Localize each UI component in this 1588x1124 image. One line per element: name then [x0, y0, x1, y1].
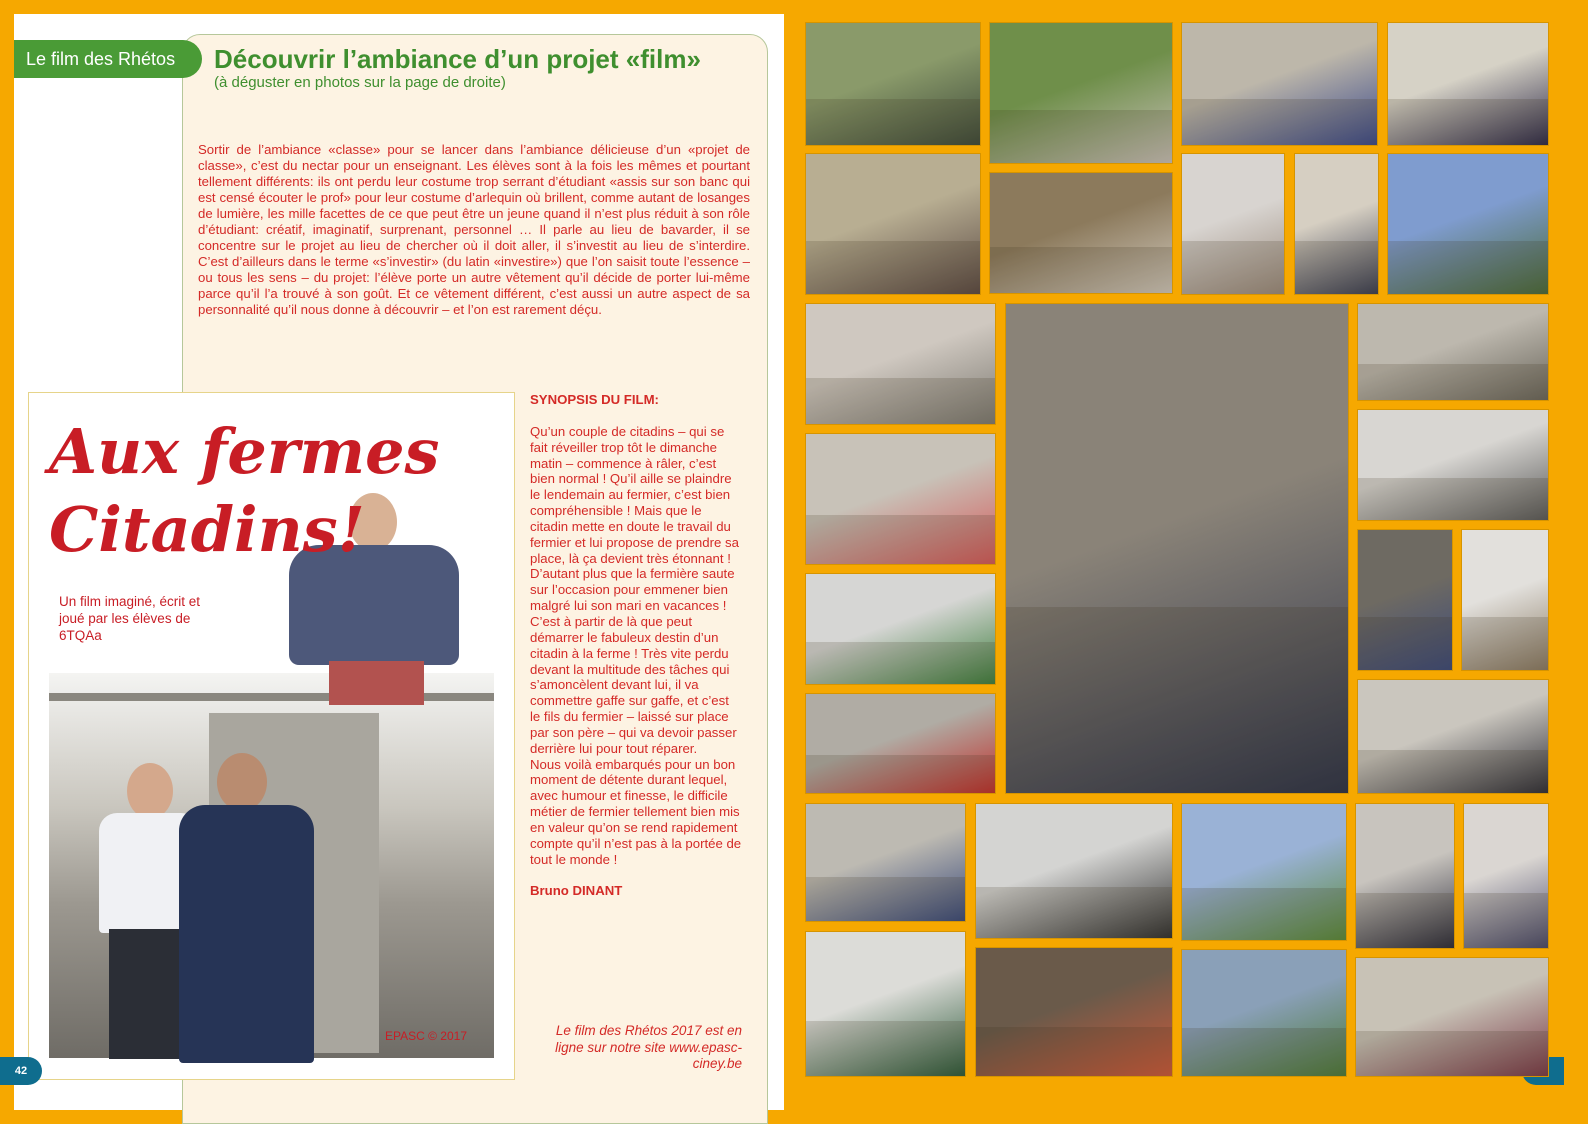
- poster-title: [49, 413, 439, 569]
- synopsis-paragraph: C’est à partir de là que peut démarrer le fabuleux destin d’un citadin à la ferme ! Très vite perdu devant la multitude des tâches qui s’amoncèlent devant lui, il va commettre gaffe sur gaffe, et c’est le fils du fermier – laissé sur place par son père – qui va devoir passer derrière lui pour tout réparer.: [530, 613, 737, 756]
- collage-photo: [805, 433, 996, 565]
- poster-actor-overall: [179, 753, 319, 1063]
- collage-photo: [1181, 949, 1347, 1077]
- collage-photo: [975, 803, 1173, 939]
- collage-photo: [1463, 803, 1549, 949]
- collage-photo: [1355, 957, 1549, 1077]
- collage-photo: [1355, 803, 1455, 949]
- collage-photo: [1357, 409, 1549, 521]
- article-subtitle: (à déguster en photos sur la page de droite): [214, 74, 506, 91]
- actor-head: [217, 753, 267, 811]
- collage-photo: [805, 303, 996, 425]
- collage-photo: [1181, 22, 1378, 146]
- collage-photo: [1387, 153, 1549, 295]
- actor-head: [127, 763, 173, 819]
- synopsis-paragraph: Qu’un couple de citadins – qui se fait réveiller trop tôt le dimanche matin – commence à râler, c’est bien normal ! Qu’il aille se plaindre le lendemain au fermier, c’est bien compréhensible ! Mais que le citadin mette en doute le travail du fermier et lui propose de prendre sa place, là ça devient très étonnant ! D’autant plus que la fermière saute sur l’occasion pour emmener bien malgré lui son mari en vacances !: [530, 423, 739, 614]
- poster-title-line2: Citadins!: [49, 493, 365, 566]
- collage-photo: [989, 172, 1173, 294]
- poster-copyright: EPASC © 2017: [385, 1029, 467, 1043]
- collage-photo: [805, 693, 996, 794]
- section-tab: Le film des Rhétos: [14, 40, 202, 78]
- film-poster: [28, 392, 515, 1080]
- actor-trousers: [109, 929, 189, 1059]
- intro-paragraph: Sortir de l’ambiance «classe» pour se lancer dans l’ambiance délicieuse d’un «projet de classe», c’est du nectar pour un enseignant. Les élèves sont à la fois les mêmes et pourtant tellement différents: ils ont perdu leur costume trop serrant d’étudiant «assis sur son banc qui est censé écouter le prof» pour leur costume d’arlequin où brillent, comme autant de losanges de lumière, les mille facettes de ce que peut être un jeune quand il n’est plus réduit à son rôle d’étudiant: créatif, imaginatif, surprenant, personnel … Il parle au lieu de bavarder, il se concentre sur le projet au lieu de chercher où il doit aller, il s’investit au lieu de s’interdire. C’est d’ailleurs dans le terme «s’investir» (du latin «investire») que l’on saisit toute l’essence – ou tous les sens – du projet: l’élève porte un autre vêtement qu’il décide de porter lui-même parce qu’il l’a trouvé à son goût. Et ce vêtement différent, c’est aussi un autre aspect de sa personnalité qu’il nous donne à découvrir – et l’on est rarement déçu.: [198, 142, 750, 317]
- synopsis-author: Bruno DINANT: [530, 883, 623, 899]
- synopsis-heading: SYNOPSIS DU FILM:: [530, 392, 659, 407]
- collage-photo: [1294, 153, 1379, 295]
- synopsis-paragraph: Nous voilà embarqués pour un bon moment de détente durant lequel, avec humour et finesse, le difficile métier de fermier tellement bien mis en valeur qu’on se rend rapidement compte qu’il n’est pas à la portée de tout le monde !: [530, 756, 742, 867]
- collage-photo: [1387, 22, 1549, 146]
- collage-photo: [1181, 803, 1347, 941]
- collage-photo: [975, 947, 1173, 1077]
- collage-photo: [1357, 303, 1549, 401]
- collage-photo: [805, 573, 996, 685]
- collage-photo: [1357, 679, 1549, 794]
- collage-photo: [1181, 153, 1285, 295]
- collage-photo: [805, 153, 981, 295]
- actor-overall: [179, 805, 314, 1063]
- actor-trousers: [329, 661, 424, 705]
- collage-photo: [1005, 303, 1349, 794]
- poster-credit: Un film imaginé, écrit et joué par les élèves de 6TQAa: [59, 594, 201, 643]
- collage-photo: [1357, 529, 1453, 671]
- collage-photo: [989, 22, 1173, 164]
- synopsis: [530, 392, 742, 899]
- page-number-left: 42: [0, 1057, 42, 1085]
- poster-title-line1: Aux fermes: [49, 415, 440, 488]
- collage-photo: [805, 22, 981, 146]
- online-note: Le film des Rhétos 2017 est en ligne sur notre site www.epasc-ciney.be: [555, 1023, 742, 1071]
- collage-photo: [805, 803, 966, 922]
- article-title: Découvrir l’ambiance d’un projet «film»: [214, 44, 701, 74]
- collage-photo: [805, 931, 966, 1077]
- collage-photo: [1461, 529, 1549, 671]
